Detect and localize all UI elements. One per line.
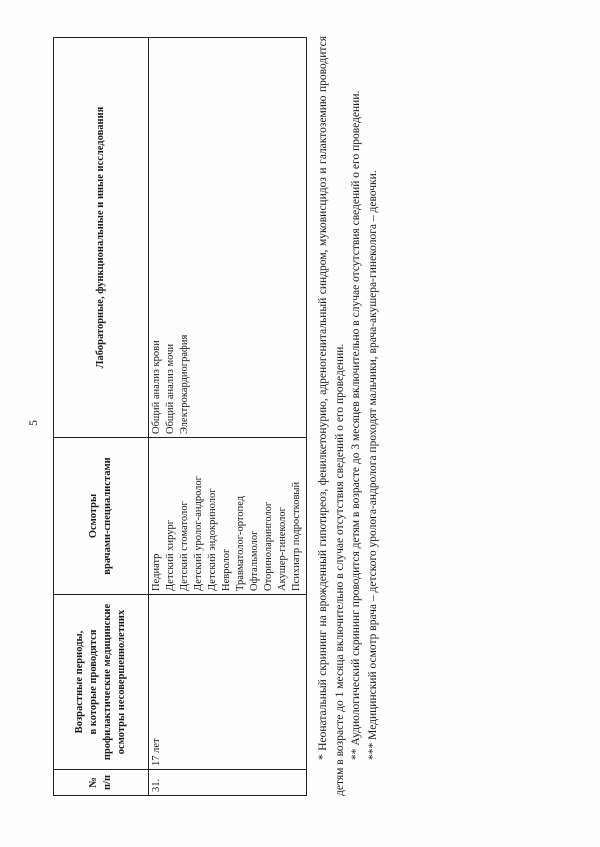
specialist-item: Детский стоматолог: [179, 501, 190, 591]
specialist-item: Офтальмолог: [249, 530, 260, 591]
specialist-item: Детский хирург: [165, 519, 176, 591]
specialist-item: Детский уролог-андролог: [193, 476, 204, 591]
specialist-item: Психиатр подростковый: [291, 481, 302, 591]
test-item: Электрокардиография: [179, 334, 190, 434]
table-header-row: [54, 38, 149, 796]
header-exams: Осмотры врачами-специалистами: [54, 438, 149, 595]
footnote-neonatal: * Неонатальный скрининг на врожденный гипотиреоз, фенилкетонурию, адреногенитальный синдром, муковисцидоз и галактоземию проводится детям в возрасте до 1 месяца включительно в случае отсутствия сведений о его проведении.: [317, 36, 346, 796]
specialist-item: Детский эндокринолог: [207, 488, 218, 591]
specialist-item: Акушер-гинеколог: [277, 507, 288, 591]
row-tests: [149, 38, 307, 438]
header-periods: Возрастные периоды, в которые проводятся профилактические медицинские осмотры несовершеннолетних: [54, 595, 149, 770]
test-item: Общий анализ мочи: [165, 343, 176, 434]
screening-table: [53, 37, 307, 796]
row-num: 31.: [149, 770, 307, 796]
header-num: № п/п: [54, 770, 149, 796]
footnotes: [315, 36, 381, 796]
footnote-audiological: ** Аудиологический скрининг проводится детям в возрасте до 3 месяцев включительно в случае отсутствия сведений о его проведении.: [350, 90, 362, 760]
test-item: Общий анализ крови: [151, 340, 162, 434]
page-number: 5: [26, 420, 40, 426]
footnote-urologist: *** Медицинский осмотр врача – детского уролога-андролога проходят мальчики, врача-акушера-гинеколога – девочки.: [366, 170, 379, 760]
specialist-item: Травматолог-ортопед: [235, 495, 246, 591]
specialist-item: Невролог: [221, 548, 232, 591]
header-labs: Лабораторные, функциональные и иные исследования: [54, 38, 149, 438]
row-period: 17 лет: [149, 595, 307, 770]
table-row: [149, 38, 307, 796]
specialist-item: Оториноларинголог: [263, 501, 274, 591]
rotated-content: [20, 28, 580, 818]
row-specialists: [149, 438, 307, 595]
specialist-item: Педиатр: [151, 553, 162, 591]
